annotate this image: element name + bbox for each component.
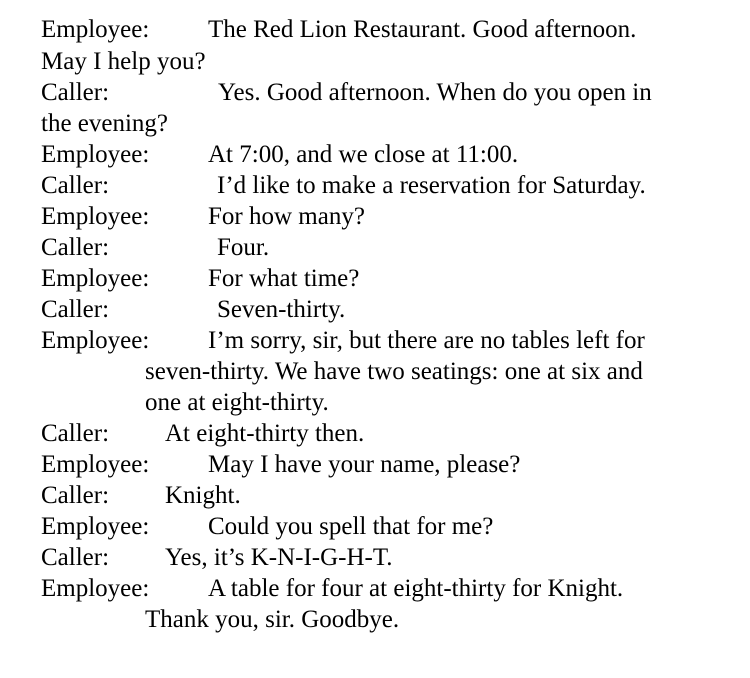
speaker-label: Caller: [41,544,110,571]
speaker-label: Employee: [41,265,150,292]
line-text: At eight-thirty then. [165,420,365,447]
line-text: For what time? [208,265,360,292]
line-text: Four. [217,234,270,261]
speaker-label: Caller: [41,234,110,261]
line-text: Yes. Good afternoon. When do you open in [218,79,652,106]
speaker-label: Caller: [41,482,110,509]
speaker-label: Employee: [41,451,150,478]
line-text: Could you spell that for me? [208,513,494,540]
line-continuation: Thank you, sir. Goodbye. [145,606,400,633]
line-text: May I have your name, please? [208,451,521,478]
line-text: For how many? [208,203,365,230]
speaker-label: Employee: [41,575,150,602]
speaker-label: Employee: [41,16,150,43]
speaker-label: Employee: [41,327,150,354]
line-continuation: seven-thirty. We have two seatings: one at six and [145,358,643,385]
line-continuation: the evening? [41,110,169,137]
speaker-label: Employee: [41,513,150,540]
line-continuation: one at eight-thirty. [145,389,329,416]
speaker-label: Caller: [41,296,110,323]
line-continuation: May I help you? [41,48,206,75]
line-text: I’m sorry, sir, but there are no tables left for [208,327,645,354]
speaker-label: Caller: [41,79,110,106]
speaker-label: Employee: [41,141,150,168]
line-text: At 7:00, and we close at 11:00. [208,141,519,168]
line-text: Yes, it’s K-N-I-G-H-T. [165,544,393,571]
line-text: The Red Lion Restaurant. Good afternoon. [208,16,637,43]
speaker-label: Caller: [41,420,110,447]
line-text: Knight. [165,482,241,509]
line-text: Seven-thirty. [217,296,346,323]
line-text: I’d like to make a reservation for Saturday. [217,172,646,199]
speaker-label: Caller: [41,172,110,199]
speaker-label: Employee: [41,203,150,230]
line-text: A table for four at eight-thirty for Knight. [208,575,624,602]
